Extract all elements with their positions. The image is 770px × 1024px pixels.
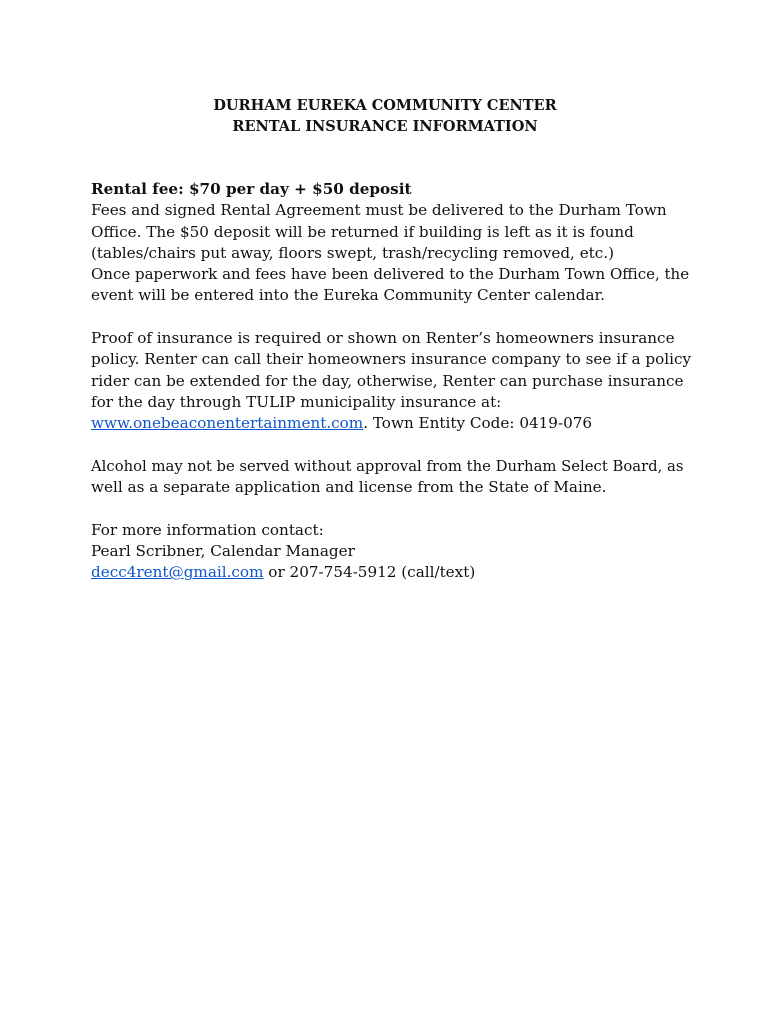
town-entity-code: . Town Entity Code: 0419-076	[363, 414, 593, 433]
alcohol-line: Alcohol may not be served without approval from the Durham Select Board, as	[91, 457, 684, 475]
alcohol-section	[91, 456, 691, 499]
contact-intro: For more information contact:	[91, 520, 324, 539]
paragraph-gap	[91, 307, 691, 328]
rental-fee-heading: Rental fee: $70 per day + $50 deposit	[91, 180, 412, 198]
contact-name: Pearl Scribner, Calendar Manager	[91, 542, 355, 561]
fees-line: Office. The $50 deposit will be returned if building is left as it is found	[91, 222, 634, 241]
document-body	[91, 179, 691, 584]
insurance-section	[91, 328, 691, 434]
fees-line: Once paperwork and fees have been delivered to the Durham Town Office, the	[91, 265, 690, 284]
contact-email-link[interactable]: decc4rent@gmail.com	[91, 563, 264, 582]
paragraph-gap	[91, 498, 691, 519]
contact-section	[91, 520, 691, 584]
header-title-line-1: DURHAM EUREKA COMMUNITY CENTER	[213, 97, 557, 114]
insurance-line: Proof of insurance is required or shown on Renter’s homeowners insurance	[91, 329, 675, 348]
insurance-link-line	[91, 413, 691, 434]
insurance-line: rider can be extended for the day, otherwise, Renter can purchase insurance	[91, 371, 684, 390]
fees-line: event will be entered into the Eureka Community Center calendar.	[91, 286, 605, 305]
fees-section	[91, 179, 691, 307]
header-title-line-2: RENTAL INSURANCE INFORMATION	[232, 118, 538, 135]
contact-line	[91, 562, 691, 583]
insurance-website-link[interactable]: www.onebeaconentertainment.com	[91, 414, 364, 433]
fees-line: Fees and signed Rental Agreement must be delivered to the Durham Town	[91, 201, 667, 220]
document-header	[0, 95, 770, 137]
paragraph-gap	[91, 435, 691, 456]
fees-line: (tables/chairs put away, floors swept, trash/recycling removed, etc.)	[91, 243, 615, 262]
contact-phone: or 207-754-5912 (call/text)	[263, 563, 476, 582]
alcohol-line: well as a separate application and license from the State of Maine.	[91, 478, 607, 497]
insurance-line: policy. Renter can call their homeowners insurance company to see if a policy	[91, 350, 692, 369]
insurance-line: for the day through TULIP municipality insurance at:	[91, 392, 502, 411]
